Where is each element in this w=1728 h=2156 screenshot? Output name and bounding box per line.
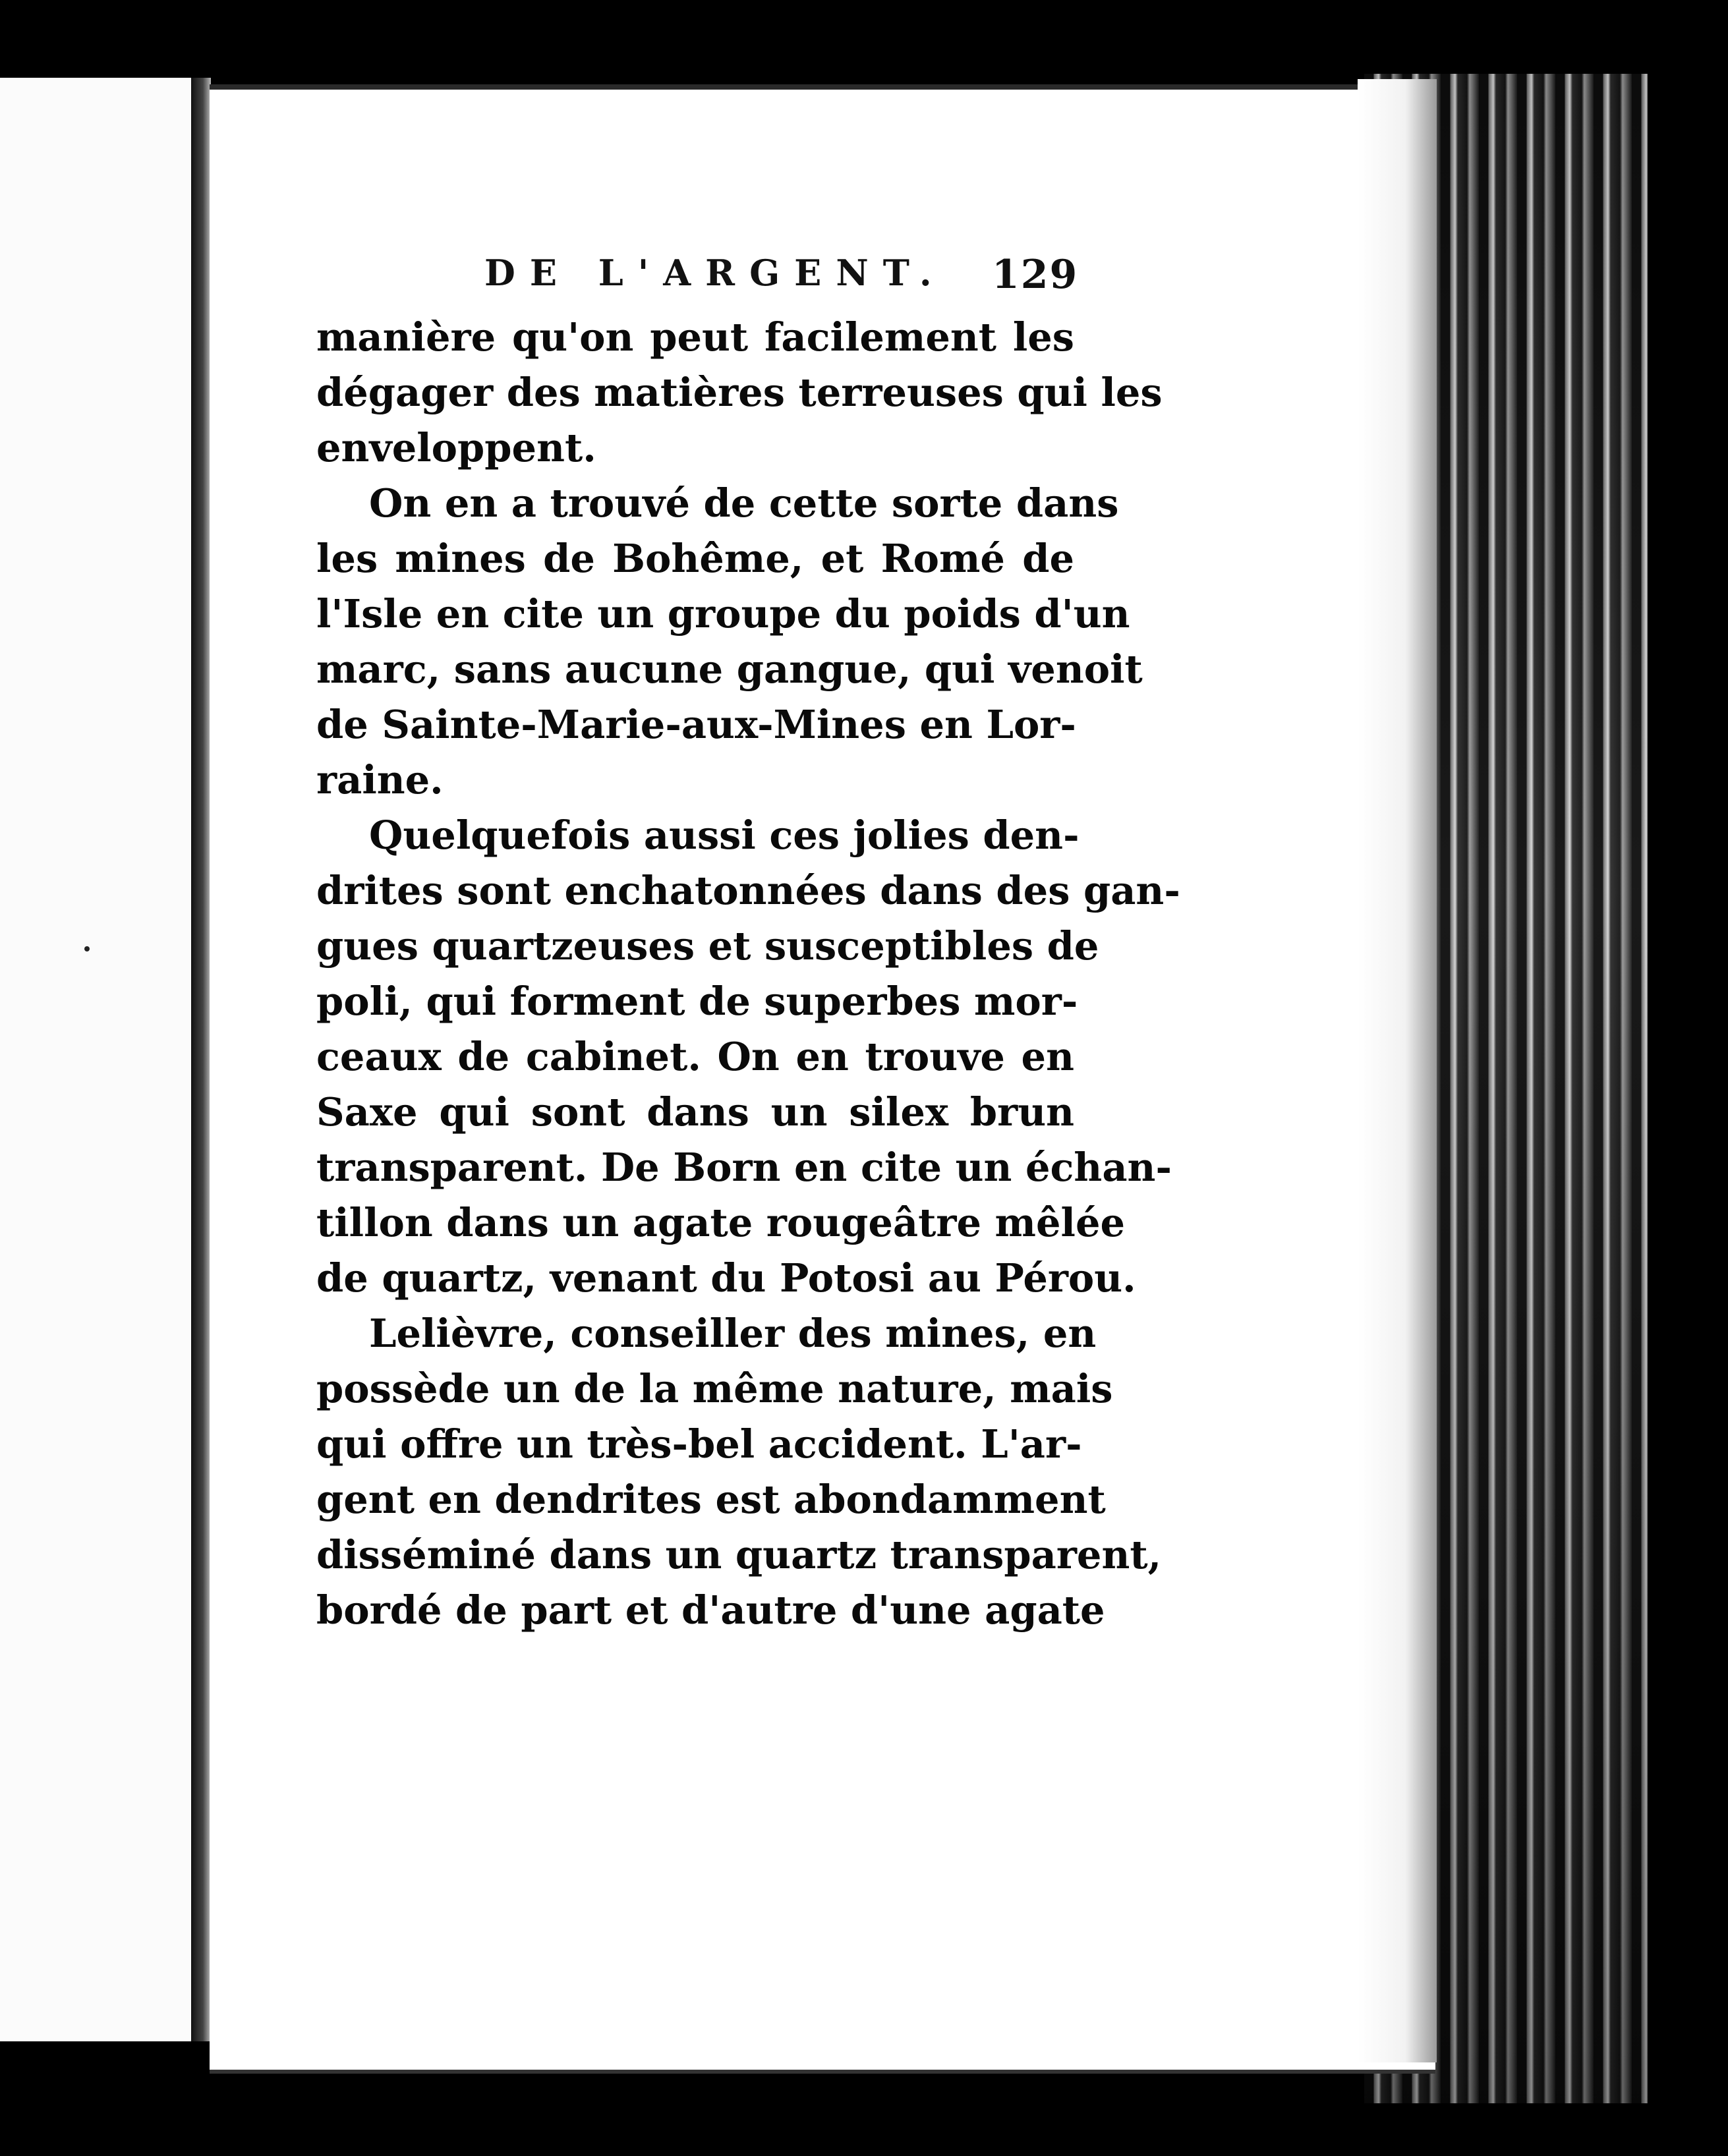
text-line: On en a trouvé de cette sorte dans — [369, 480, 1119, 526]
text-line: qui offre un très-bel accident. L'ar- — [316, 1421, 1082, 1467]
text-line: de quartz, venant du Potosi au Pérou. — [316, 1255, 1136, 1301]
text-line: gent en dendrites est abondamment — [316, 1477, 1106, 1522]
text-line: possède un de la même nature, mais — [316, 1366, 1113, 1411]
text-line: de Sainte-Marie-aux-Mines en Lor- — [316, 702, 1076, 747]
text-line: dégager des matières terreuses qui les — [316, 370, 1163, 415]
text-line: raine. — [316, 757, 444, 803]
text-line: Quelquefois aussi ces jolies den- — [369, 812, 1080, 858]
text-line: ceaux de cabinet. On en trouve en — [316, 1034, 1074, 1079]
running-head: DE L'ARGENT. — [484, 252, 946, 294]
text-line: gues quartzeuses et susceptibles de — [316, 923, 1099, 969]
body-text — [316, 310, 1180, 1638]
facing-page-left — [0, 78, 204, 2041]
paragraph — [316, 808, 1180, 1306]
paragraph — [316, 310, 1163, 476]
text-line: Saxe qui sont dans un silex brun — [316, 1089, 1074, 1135]
page-number: 129 — [992, 252, 1079, 298]
page-edge-front — [1358, 79, 1437, 2062]
text-line: drites sont enchatonnées dans des gan- — [316, 868, 1180, 913]
text-line: bordé de part et d'autre d'une agate — [316, 1587, 1105, 1633]
text-line: l'Isle en cite un groupe du poids d'un — [316, 591, 1130, 637]
text-line: disséminé dans un quartz transparent, — [316, 1532, 1162, 1577]
text-line: marc, sans aucune gangue, qui venoit — [316, 646, 1143, 692]
text-line: Lelièvre, conseiller des mines, en — [369, 1311, 1097, 1356]
book-gutter — [191, 78, 211, 2041]
paragraph — [316, 476, 1143, 808]
paragraph — [316, 1306, 1162, 1638]
text-line: les mines de Bohême, et Romé de — [316, 536, 1074, 581]
text-line: manière qu'on peut facilement les — [316, 314, 1074, 360]
text-line: enveloppent. — [316, 425, 596, 470]
text-line: tillon dans un agate rougeâtre mêlée — [316, 1200, 1126, 1245]
text-line: poli, qui forment de superbes mor- — [316, 979, 1078, 1024]
page-speck — [84, 946, 90, 951]
text-line: transparent. De Born en cite un échan- — [316, 1145, 1172, 1190]
